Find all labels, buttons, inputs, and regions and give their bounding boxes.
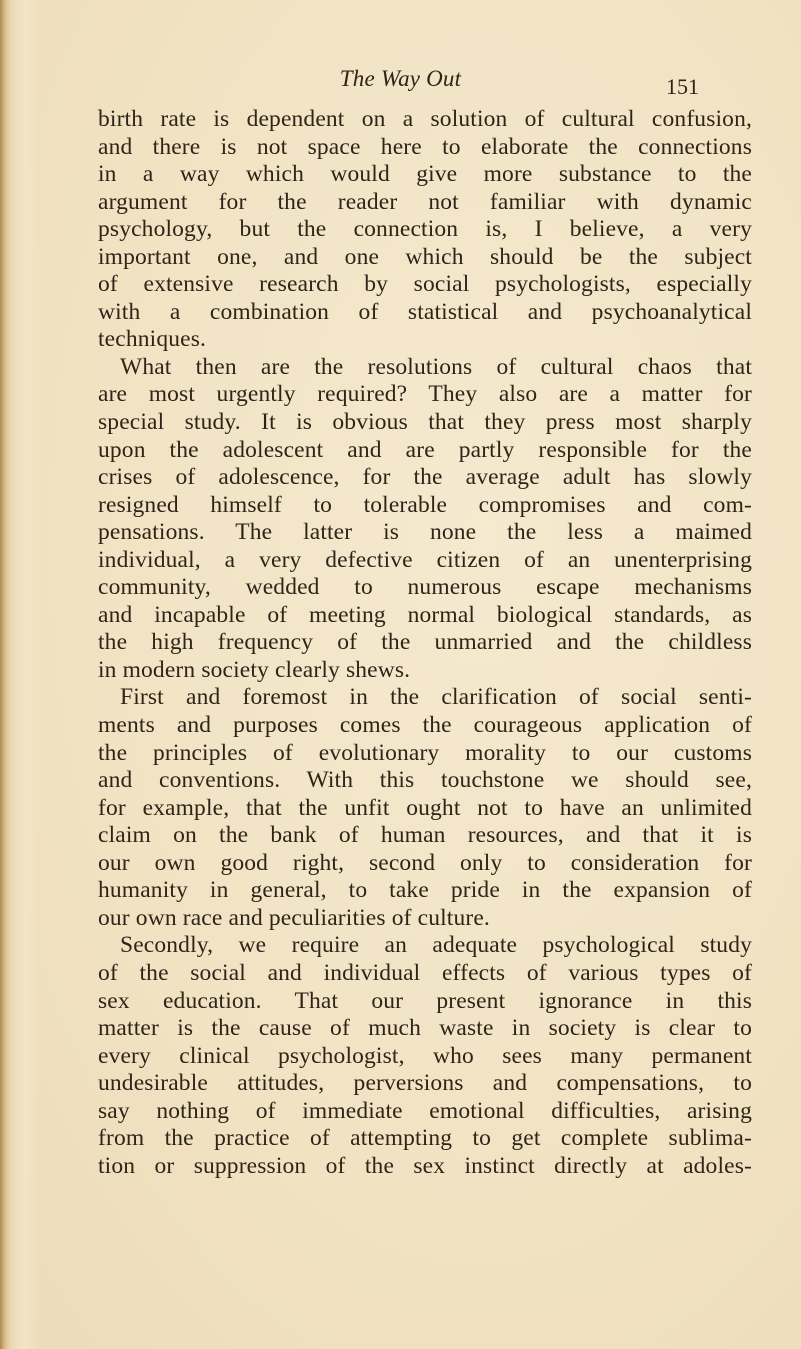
- text-line: for example, that the unfit ought not to have an unlimited: [98, 794, 752, 821]
- text-line: with a combination of statistical and psychoanalytical: [98, 298, 752, 325]
- text-line: crises of adolescence, for the average adult has slowly: [98, 464, 752, 491]
- text-line: upon the adolescent and are partly responsible for the: [98, 436, 752, 463]
- text-line: tion or suppression of the sex instinct directly at adoles-: [98, 1152, 752, 1179]
- text-line: techniques.: [98, 326, 207, 353]
- text-line: What then are the resolutions of cultural chaos that: [120, 353, 752, 380]
- text-line: ments and purposes comes the courageous application of: [98, 712, 752, 739]
- text-line: birth rate is dependent on a solution of cultural confusion,: [98, 106, 752, 132]
- text-line: in modern society clearly shews.: [98, 656, 411, 683]
- text-line: psychology, but the connection is, I believe, a very: [98, 216, 752, 243]
- text-line: from the practice of attempting to get complete sublima-: [98, 1125, 752, 1152]
- body-text: [98, 106, 752, 1180]
- page-number: 151: [666, 74, 699, 99]
- text-line: and there is not space here to elaborate the connections: [98, 133, 752, 160]
- text-line: important one, and one which should be the subject: [98, 243, 752, 270]
- text-line: community, wedded to numerous escape mechanisms: [98, 574, 752, 601]
- text-line: our own race and peculiarities of culture.: [98, 904, 490, 931]
- text-line: are most urgently required? They also are a matter for: [98, 381, 752, 408]
- text-line: Secondly, we require an adequate psychological study: [120, 932, 752, 959]
- text-line: resigned himself to tolerable compromises and com-: [98, 491, 752, 518]
- text-line: our own good right, second only to consideration for: [98, 849, 752, 876]
- text-line: of extensive research by social psychologists, especially: [98, 271, 752, 298]
- text-line: pensations. The latter is none the less a maimed: [98, 519, 752, 546]
- text-line: First and foremost in the clarification of social senti-: [120, 684, 752, 711]
- text-line: individual, a very defective citizen of an unenterprising: [98, 546, 752, 573]
- text-line: argument for the reader not familiar with dynamic: [98, 188, 752, 215]
- running-head: [0, 66, 801, 100]
- text-line: and incapable of meeting normal biological standards, as: [98, 601, 752, 628]
- text-line: undesirable attitudes, perversions and compensations, to: [98, 1070, 752, 1097]
- text-line: say nothing of immediate emotional difficulties, arising: [98, 1097, 752, 1124]
- text-line: the high frequency of the unmarried and the childless: [98, 629, 752, 656]
- running-title: The Way Out: [339, 66, 462, 91]
- text-line: and conventions. With this touchstone we should see,: [98, 767, 752, 794]
- text-line: claim on the bank of human resources, and that it is: [98, 822, 752, 849]
- text-line: in a way which would give more substance to the: [98, 161, 752, 188]
- text-line: the principles of evolutionary morality to our customs: [98, 739, 752, 766]
- text-line: of the social and individual effects of various types of: [98, 959, 752, 986]
- text-line: sex education. That our present ignorance in this: [98, 987, 752, 1014]
- text-line: matter is the cause of much waste in society is clear to: [98, 1015, 752, 1042]
- text-line: every clinical psychologist, who sees many permanent: [98, 1042, 752, 1069]
- text-line: humanity in general, to take pride in the expansion of: [98, 877, 752, 904]
- text-line: special study. It is obvious that they press most sharply: [98, 409, 752, 436]
